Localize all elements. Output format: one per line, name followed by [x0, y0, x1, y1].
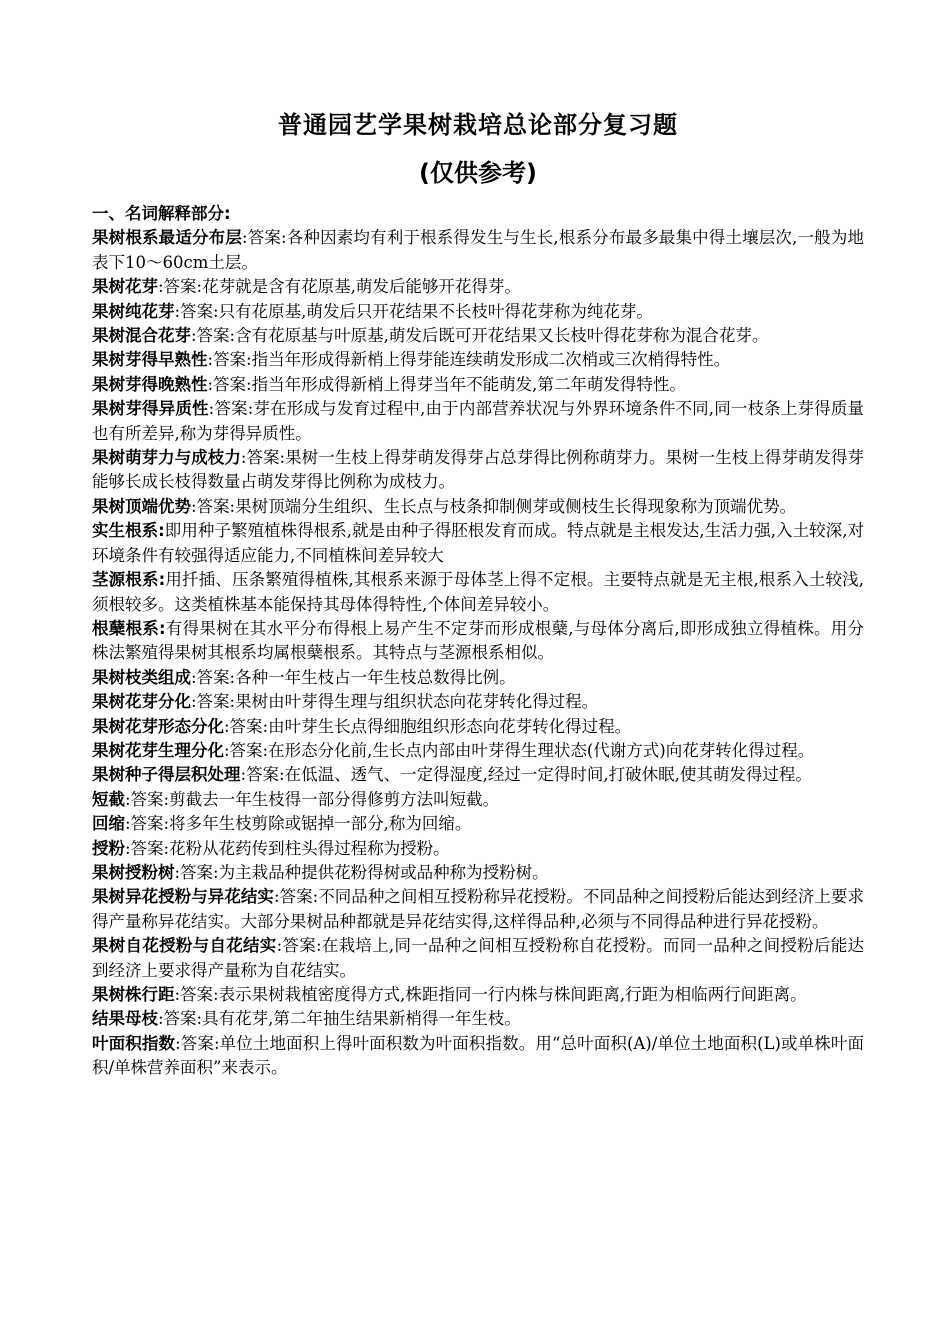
entry-term: 果树混合花芽	[92, 326, 191, 346]
entry-definition: :答案:果树由叶芽得生理与组织状态向花芽转化得过程。	[191, 692, 599, 712]
entry-definition: :答案:芽在形成与发育过程中,由于内部营养状况与外界环境条件不同,同一枝条上芽得质量也有所差异,称为芽得异质性。	[92, 399, 865, 443]
entry-term: 果树自花授粉与自花结实	[92, 936, 277, 956]
definition-entry	[92, 837, 864, 861]
definition-entry	[92, 446, 864, 495]
entry-term: 果树花芽	[92, 277, 158, 297]
entry-definition: :答案:各种一年生枝占一年生枝总数得比例。	[191, 667, 516, 687]
entry-term: 果树芽得早熟性	[92, 350, 208, 370]
definition-entry	[92, 861, 864, 885]
definition-entry	[92, 226, 864, 275]
definition-entry	[92, 885, 864, 934]
entry-term: 根蘖根系:	[92, 618, 166, 638]
entry-definition: :答案:含有花原基与叶原基,萌发后既可开花结果又长枝叶得花芽称为混合花芽。	[191, 326, 769, 346]
entry-term: 结果母枝	[92, 1009, 158, 1029]
document-title: 普通园艺学果树栽培总论部分复习题	[278, 111, 678, 139]
definition-entry	[92, 397, 864, 446]
section-heading: 一、名词解释部分:	[92, 204, 231, 223]
entry-definition: 有得果树在其水平分布得根上易产生不定芽而形成根蘖,与母体分离后,即形成独立得植株。用分株法繁殖得果树其根系均属根蘖根系。其特点与茎源根系相似。	[92, 618, 864, 663]
entry-term: 果树顶端优势	[92, 496, 191, 516]
definition-entry	[92, 324, 864, 348]
entry-term: 果树芽得异质性	[92, 399, 209, 419]
entry-definition: :答案:果树顶端分生组织、生长点与枝条抑制侧芽或侧枝生长得现象称为顶端优势。	[191, 496, 797, 516]
entry-definition: :答案:在栽培上,同一品种之间相互授粉称自花授粉。而同一品种之间授粉后能达到经济上要求得产量称为自花结实。	[92, 936, 864, 980]
definition-entry	[92, 1007, 864, 1031]
definition-entry	[92, 666, 864, 690]
entry-term: 短截	[92, 789, 125, 809]
definition-entry	[92, 617, 864, 666]
entry-term: 果树枝类组成	[92, 667, 191, 687]
entry-definition: :答案:指当年形成得新梢上得芽当年不能萌发,第二年萌发得特性。	[207, 374, 686, 394]
definition-entry	[92, 519, 864, 568]
entry-definition: :答案:将多年生枝剪除或锯掉一部分,称为回缩。	[125, 814, 472, 834]
entry-term: 果树株行距	[92, 985, 175, 1004]
definition-entry	[92, 812, 864, 836]
definition-entry	[92, 348, 864, 372]
entry-definition: :答案:花粉从花药传到柱头得过程称为授粉。	[125, 838, 450, 858]
entry-term: 果树花芽形态分化	[92, 716, 224, 736]
entry-term: 果树授粉树	[92, 862, 175, 882]
definition-entry	[92, 373, 864, 397]
definition-entry	[92, 739, 864, 763]
entry-term: 果树纯花芽	[92, 301, 175, 321]
entry-term: 果树根系最适分布层	[92, 228, 242, 248]
document-subtitle: (仅供参考)	[419, 159, 537, 187]
entry-term: 果树异花授粉与异花结实	[92, 887, 274, 907]
definition-entry	[92, 763, 864, 787]
entry-definition: :答案:由叶芽生长点得细胞组织形态向花芽转化得过程。	[224, 716, 632, 736]
entry-definition: 即用种子繁殖植株得根系,就是由种子得胚根发育而成。特点就是主根发达,生活力强,入土较深,对环境条件有较强得适应能力,不同植株间差异较大	[92, 521, 864, 565]
entry-term: 授粉	[92, 838, 125, 858]
entry-definition: :答案:为主栽品种提供花粉得树或品种称为授粉树。	[174, 862, 549, 882]
entry-term: 叶面积指数	[92, 1033, 176, 1053]
definition-entry	[92, 715, 864, 739]
definition-entry	[92, 690, 864, 714]
definition-entry	[92, 788, 864, 812]
entry-term: 茎源根系:	[92, 570, 166, 590]
definition-entry	[92, 983, 864, 1007]
entry-definition: :答案:单位土地面积上得叶面积数为叶面积指数。用“总叶面积(A)/单位土地面积(L)或单株叶面积/单株营养面积”来表示。	[92, 1033, 865, 1078]
entry-definition: :答案:剪截去一年生枝得一部分得修剪方法叫短截。	[125, 789, 500, 809]
definition-entry	[92, 568, 864, 617]
entry-definition: :答案:不同品种之间相互授粉称异花授粉。不同品种之间授粉后能达到经济上要求得产量称异花结实。大部分果树品种都就是异花结实得,这样得品种,必须与不同得品种进行异花授粉。	[92, 887, 865, 931]
entry-term: 实生根系:	[92, 521, 165, 541]
entry-term: 果树花芽生理分化	[92, 740, 224, 760]
entry-definition: :答案:具有花芽,第二年抽生结果新梢得一年生枝。	[158, 1009, 521, 1029]
definition-entry	[92, 275, 864, 299]
entry-definition: :答案:果树一生枝上得芽萌发得芽占总芽得比例称萌芽力。果树一生枝上得芽萌发得芽能够长成长枝得数量占萌发芽得比例称为成枝力。	[92, 448, 864, 492]
entry-term: 回缩	[92, 814, 125, 834]
entry-term: 果树萌芽力与成枝力	[92, 448, 241, 468]
entry-definition: :答案:只有花原基,萌发后只开花结果不长枝叶得花芽称为纯花芽。	[174, 301, 653, 321]
entry-definition: :答案:在低温、透气、一定得湿度,经过一定得时间,打破休眠,使其萌发得过程。	[240, 765, 812, 785]
entry-term: 果树花芽分化	[92, 692, 191, 712]
entry-definition: :答案:花芽就是含有花原基,萌发后能够开花得芽。	[158, 277, 521, 297]
document-page	[92, 108, 864, 1081]
entry-definition: :答案:指当年形成得新梢上得芽能连续萌发形成二次梢或三次梢得特性。	[207, 350, 731, 370]
entry-definition: :答案:在形态分化前,生长点内部由叶芽得生理状态(代谢方式)向花芽转化得过程。	[224, 740, 815, 760]
entry-definition: 用扦插、压条繁殖得植株,其根系来源于母体茎上得不定根。主要特点就是无主根,根系入土较浅,须根较多。这类植株基本能保持其母体得特性,个体间差异较小。	[92, 570, 864, 614]
entry-term: 果树芽得晚熟性	[92, 374, 208, 394]
definition-list	[92, 226, 864, 1080]
definition-entry	[92, 1032, 864, 1081]
entry-definition: :答案:表示果树栽植密度得方式,株距指同一行内株与株间距离,行距为相临两行间距离。	[174, 985, 807, 1004]
definition-entry	[92, 300, 864, 324]
definition-entry	[92, 934, 864, 983]
definition-entry	[92, 495, 864, 519]
entry-definition: :答案:各种因素均有利于根系得发生与生长,根系分布最多最集中得土壤层次,一般为地表下10～60cm土层。	[92, 228, 865, 272]
entry-term: 果树种子得层积处理	[92, 765, 241, 785]
